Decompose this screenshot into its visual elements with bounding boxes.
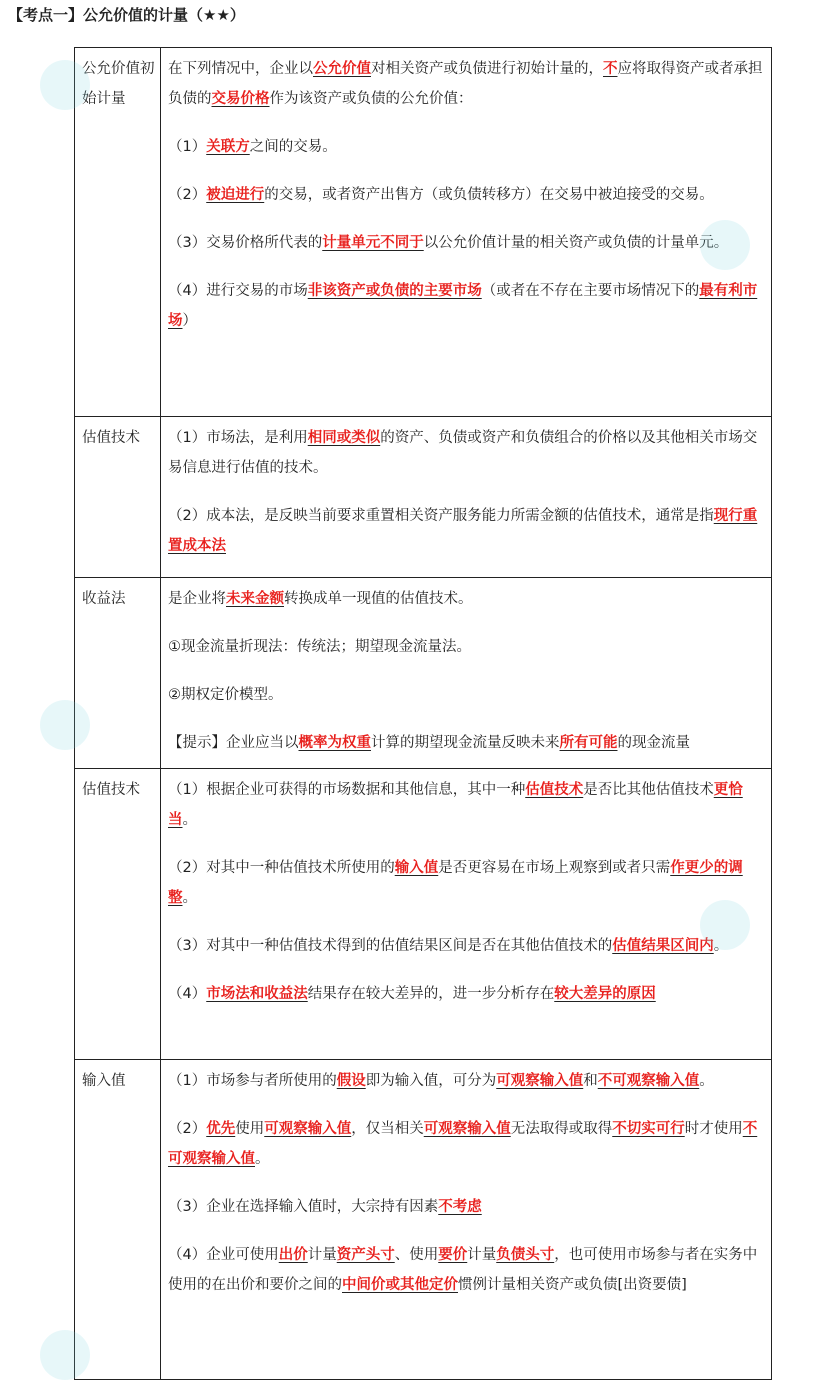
- row-content: [161, 769, 772, 1060]
- row-content: [161, 578, 772, 769]
- highlighted-term: 输入值: [394, 860, 439, 876]
- highlighted-term: 交易价格: [211, 91, 270, 107]
- highlighted-term: 不考虑: [438, 1199, 482, 1215]
- highlighted-term: 所有可能: [559, 735, 618, 751]
- row-content: [161, 417, 772, 578]
- text-segment: 以公允价值计量的相关资产或负债的计量单元。: [423, 235, 729, 251]
- row-label: 收益法: [75, 578, 161, 769]
- paragraph: [168, 979, 763, 1009]
- paragraph: [168, 775, 763, 835]
- text-segment: 即为输入值，可分为: [365, 1073, 497, 1089]
- paragraph: [168, 501, 763, 561]
- highlighted-term: 资产头寸: [336, 1247, 395, 1263]
- text-segment: 无法取得或取得: [510, 1121, 613, 1137]
- text-segment: 的现金流量: [617, 735, 690, 751]
- highlighted-term: 不可观察输入值: [597, 1073, 700, 1089]
- text-segment: 的交易，或者资产出售方（或负债转移方）在交易中被迫接受的交易。: [264, 187, 714, 203]
- highlighted-term: 更恰当: [168, 782, 743, 828]
- text-segment: 在下列情况中，企业以: [168, 61, 313, 77]
- row-content: [161, 1060, 772, 1380]
- text-segment: 结果存在较大差异的，进一步分析存在: [307, 986, 555, 1002]
- text-segment: （2）: [168, 1121, 207, 1137]
- highlighted-term: 概率为权重: [298, 735, 371, 751]
- text-segment: 是企业将: [168, 591, 226, 607]
- highlighted-term: 可观察输入值: [264, 1121, 352, 1137]
- paragraph: [168, 180, 763, 210]
- text-segment: 。: [255, 1151, 270, 1167]
- text-segment: （3）企业在选择输入值时，大宗持有因素: [168, 1199, 439, 1215]
- text-segment: （2）成本法，是反映当前要求重置相关资产服务能力所需金额的估值技术，通常是指: [168, 508, 714, 524]
- highlighted-term: 关联方: [206, 139, 250, 155]
- highlighted-term: 未来金额: [226, 591, 284, 607]
- row-content: [161, 48, 772, 417]
- text-segment: 、使用: [394, 1247, 439, 1263]
- text-segment: ）: [182, 313, 197, 329]
- paragraph: [168, 632, 763, 662]
- table-row: [75, 48, 772, 417]
- text-segment: （1）: [168, 139, 207, 155]
- paragraph: [168, 228, 763, 258]
- text-segment: 之间的交易。: [249, 139, 337, 155]
- table-row: [75, 1060, 772, 1380]
- section-title: 【考点一】公允价值的计量（★★）: [8, 6, 245, 24]
- row-label: 估值技术: [75, 417, 161, 578]
- text-segment: ，仅当相关: [351, 1121, 424, 1137]
- text-segment: ，也可使用市场参与者在实务中使用的在出价和要价之间的: [168, 1247, 758, 1293]
- text-segment: 计算的期望现金流量反映未来: [371, 735, 560, 751]
- paragraph: [168, 54, 763, 114]
- highlighted-term: 非该资产或负债的主要市场: [307, 283, 482, 299]
- text-segment: 的资产、负债或资产和负债组合的价格以及其他相关市场交易信息进行估值的技术。: [168, 430, 758, 476]
- highlighted-term: 不: [603, 61, 618, 77]
- highlighted-term: 出价: [278, 1247, 308, 1263]
- text-segment: 是否比其他估值技术: [583, 782, 714, 798]
- paragraph: [168, 1114, 763, 1174]
- text-segment: 作为该资产或负债的公允价值：: [269, 91, 473, 107]
- highlighted-term: 现行重置成本法: [168, 508, 758, 554]
- highlighted-term: 中间价或其他定价: [342, 1277, 458, 1293]
- text-segment: 。: [182, 812, 197, 828]
- fair-value-table: [74, 47, 772, 1380]
- text-segment: 转换成单一现值的估值技术。: [284, 591, 473, 607]
- row-label: 估值技术: [75, 769, 161, 1060]
- text-segment: ①现金流量折现法：传统法；期望现金流量法。: [168, 639, 471, 655]
- text-segment: （1）根据企业可获得的市场数据和其他信息，其中一种: [168, 782, 526, 798]
- text-segment: （3）交易价格所代表的: [168, 235, 323, 251]
- text-segment: 计量: [307, 1247, 337, 1263]
- text-segment: 【提示】企业应当以: [168, 735, 299, 751]
- table-row: [75, 417, 772, 578]
- text-segment: （3）对其中一种估值技术得到的估值结果区间是否在其他估值技术的: [168, 938, 613, 954]
- highlighted-term: 市场法和收益法: [206, 986, 308, 1002]
- text-segment: （4）进行交易的市场: [168, 283, 308, 299]
- text-segment: 时才使用: [684, 1121, 743, 1137]
- text-segment: （4）: [168, 986, 207, 1002]
- text-segment: 。: [182, 890, 197, 906]
- highlighted-term: 可观察输入值: [423, 1121, 511, 1137]
- text-segment: （或者在不存在主要市场情况下的: [481, 283, 700, 299]
- text-segment: ②期权定价模型。: [168, 687, 283, 703]
- text-segment: （2）: [168, 187, 207, 203]
- paragraph: [168, 1192, 763, 1222]
- text-segment: 是否更容易在市场上观察到或者只需: [438, 860, 671, 876]
- paragraph: [168, 1240, 763, 1300]
- paragraph: [168, 276, 763, 336]
- text-segment: （2）对其中一种估值技术所使用的: [168, 860, 395, 876]
- paragraph: [168, 132, 763, 162]
- highlighted-term: 优先: [206, 1121, 236, 1137]
- paragraph: [168, 584, 763, 614]
- paragraph: [168, 853, 763, 913]
- highlighted-term: 最有利市场: [168, 283, 758, 329]
- text-segment: 对相关资产或负债进行初始计量的，: [371, 61, 603, 77]
- text-segment: 。: [699, 1073, 714, 1089]
- text-segment: 使用: [235, 1121, 265, 1137]
- highlighted-term: 不可观察输入值: [168, 1121, 758, 1167]
- highlighted-term: 负债头寸: [496, 1247, 555, 1263]
- text-segment: （1）市场参与者所使用的: [168, 1073, 337, 1089]
- highlighted-term: 作更少的调整: [168, 860, 743, 906]
- highlighted-term: 可观察输入值: [496, 1073, 584, 1089]
- highlighted-term: 计量单元不同于: [322, 235, 424, 251]
- paragraph: [168, 728, 763, 758]
- paragraph: [168, 1066, 763, 1096]
- paragraph: [168, 680, 763, 710]
- highlighted-term: 被迫进行: [206, 187, 265, 203]
- paragraph: [168, 423, 763, 483]
- text-segment: 和: [583, 1073, 598, 1089]
- highlighted-term: 要价: [438, 1247, 468, 1263]
- highlighted-term: 不切实可行: [612, 1121, 685, 1137]
- highlighted-term: 估值技术: [525, 782, 584, 798]
- row-label: 输入值: [75, 1060, 161, 1380]
- highlighted-term: 相同或类似: [307, 430, 381, 446]
- text-segment: 惯例计量相关资产或负债[出资要债]: [458, 1277, 687, 1293]
- table-row: [75, 769, 772, 1060]
- text-segment: （1）市场法，是利用: [168, 430, 308, 446]
- text-segment: 计量: [467, 1247, 497, 1263]
- highlighted-term: 较大差异的原因: [554, 986, 656, 1002]
- row-label: 公允价值初始计量: [75, 48, 161, 417]
- highlighted-term: 假设: [336, 1073, 366, 1089]
- text-segment: （4）企业可使用: [168, 1247, 279, 1263]
- paragraph: [168, 931, 763, 961]
- text-segment: 应将取得资产或者承担负债的: [168, 61, 763, 107]
- text-segment: 。: [713, 938, 729, 954]
- highlighted-term: 公允价值: [313, 61, 371, 77]
- table-row: [75, 578, 772, 769]
- highlighted-term: 估值结果区间内: [612, 938, 714, 954]
